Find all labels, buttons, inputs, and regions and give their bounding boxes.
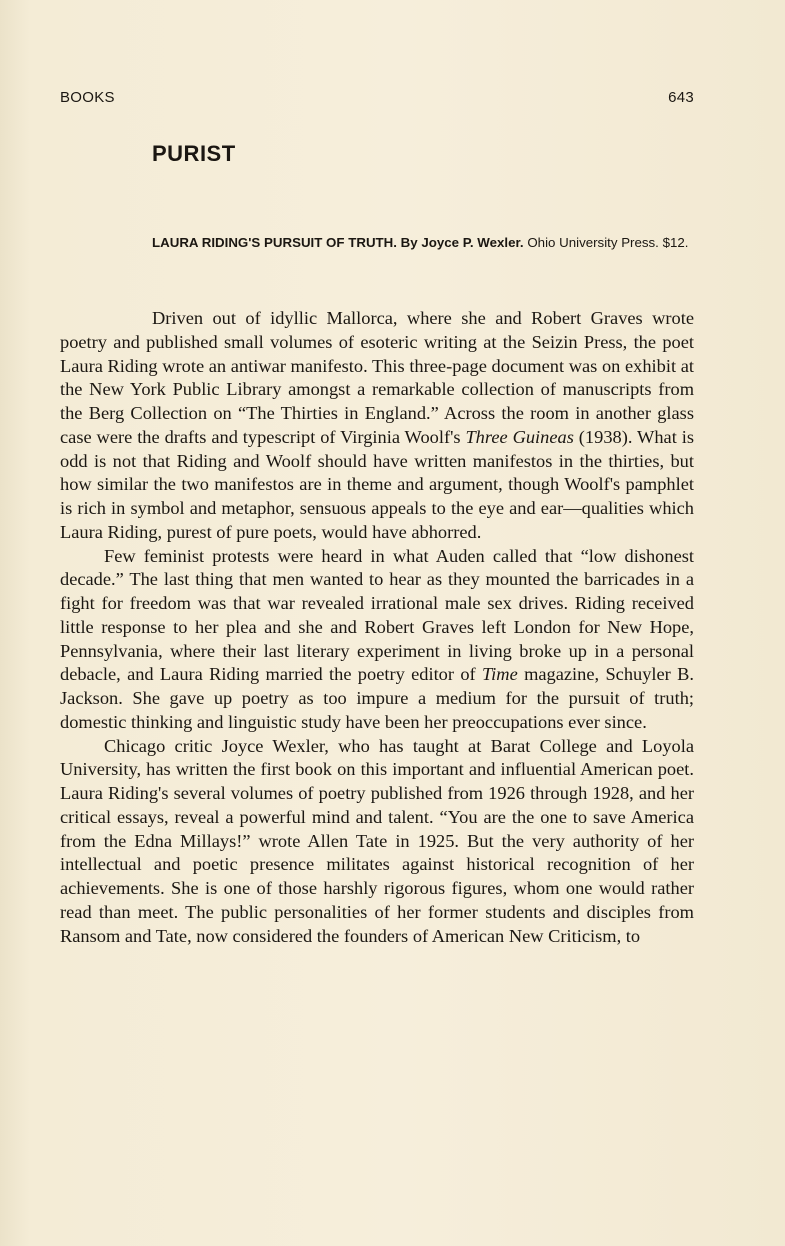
review-body: [60, 307, 694, 948]
paragraph: Few feminist protests were heard in what Auden called that “low dishonest decade.” The last thing that men wanted to hear as they mounted the barricades in a fight for freedom was that war revealed irrational male sex drives. Riding received little response to her plea and she and Robert Graves left London for New Hope, Pennsylvania, where their last literary experiment in living broke up in a personal debacle, and Laura Riding married the poetry editor of Time magazine, Schuyler B. Jackson. She gave up poetry as too impure a medium for the pursuit of truth; domestic thinking and linguistic study have been her preoccupations ever since.: [60, 545, 694, 732]
book-author: By Joyce P. Wexler.: [400, 235, 524, 250]
paragraph: Driven out of idyllic Mallorca, where she and Robert Graves wrote poetry and published small volumes of esoteric writing at the Seizin Press, the poet Laura Riding wrote an antiwar manifesto. This three-page document was on exhibit at the New York Public Library amongst a remarkable collection of manuscripts from the Berg Collection on “The Thirties in England.” Across the room in another glass case were the drafts and typescript of Virginia Woolf's Three Guineas (1938). What is odd is not that Riding and Woolf should have written manifestos in the thirties, but how similar the two manifestos are in theme and argument, though Woolf's pamphlet is rich in symbol and metaphor, sensuous appeals to the eye and ear—qualities which Laura Riding, purest of pure poets, would have abhorred.: [60, 308, 695, 542]
section-name: BOOKS: [60, 89, 115, 106]
review-title: PURIST: [152, 141, 236, 166]
italic-title: Three Guineas: [465, 426, 574, 447]
book-citation: [152, 233, 694, 252]
paragraph: Chicago critic Joyce Wexler, who has taught at Barat College and Loyola University, has written the first book on this important and influential American poet. Laura Riding's several volumes of poetry published from 1926 through 1928, and her critical essays, reveal a powerful mind and talent. “You are the one to save America from the Edna Millays!” wrote Allen Tate in 1925. But the very authority of her intellectual and poetic presence militates against historical recognition of her achievements. She is one of those harshly rigorous figures, whom one would rather read than meet. The public personalities of her former students and disciples from Ransom and Tate, now considered the founders of American New Criticism, to: [60, 735, 694, 946]
page-number: 643: [668, 89, 694, 106]
italic-title: Time: [481, 664, 518, 685]
book-title: LAURA RIDING'S PURSUIT OF TRUTH.: [152, 235, 397, 250]
book-publisher: Ohio University Press. $12.: [527, 235, 689, 250]
